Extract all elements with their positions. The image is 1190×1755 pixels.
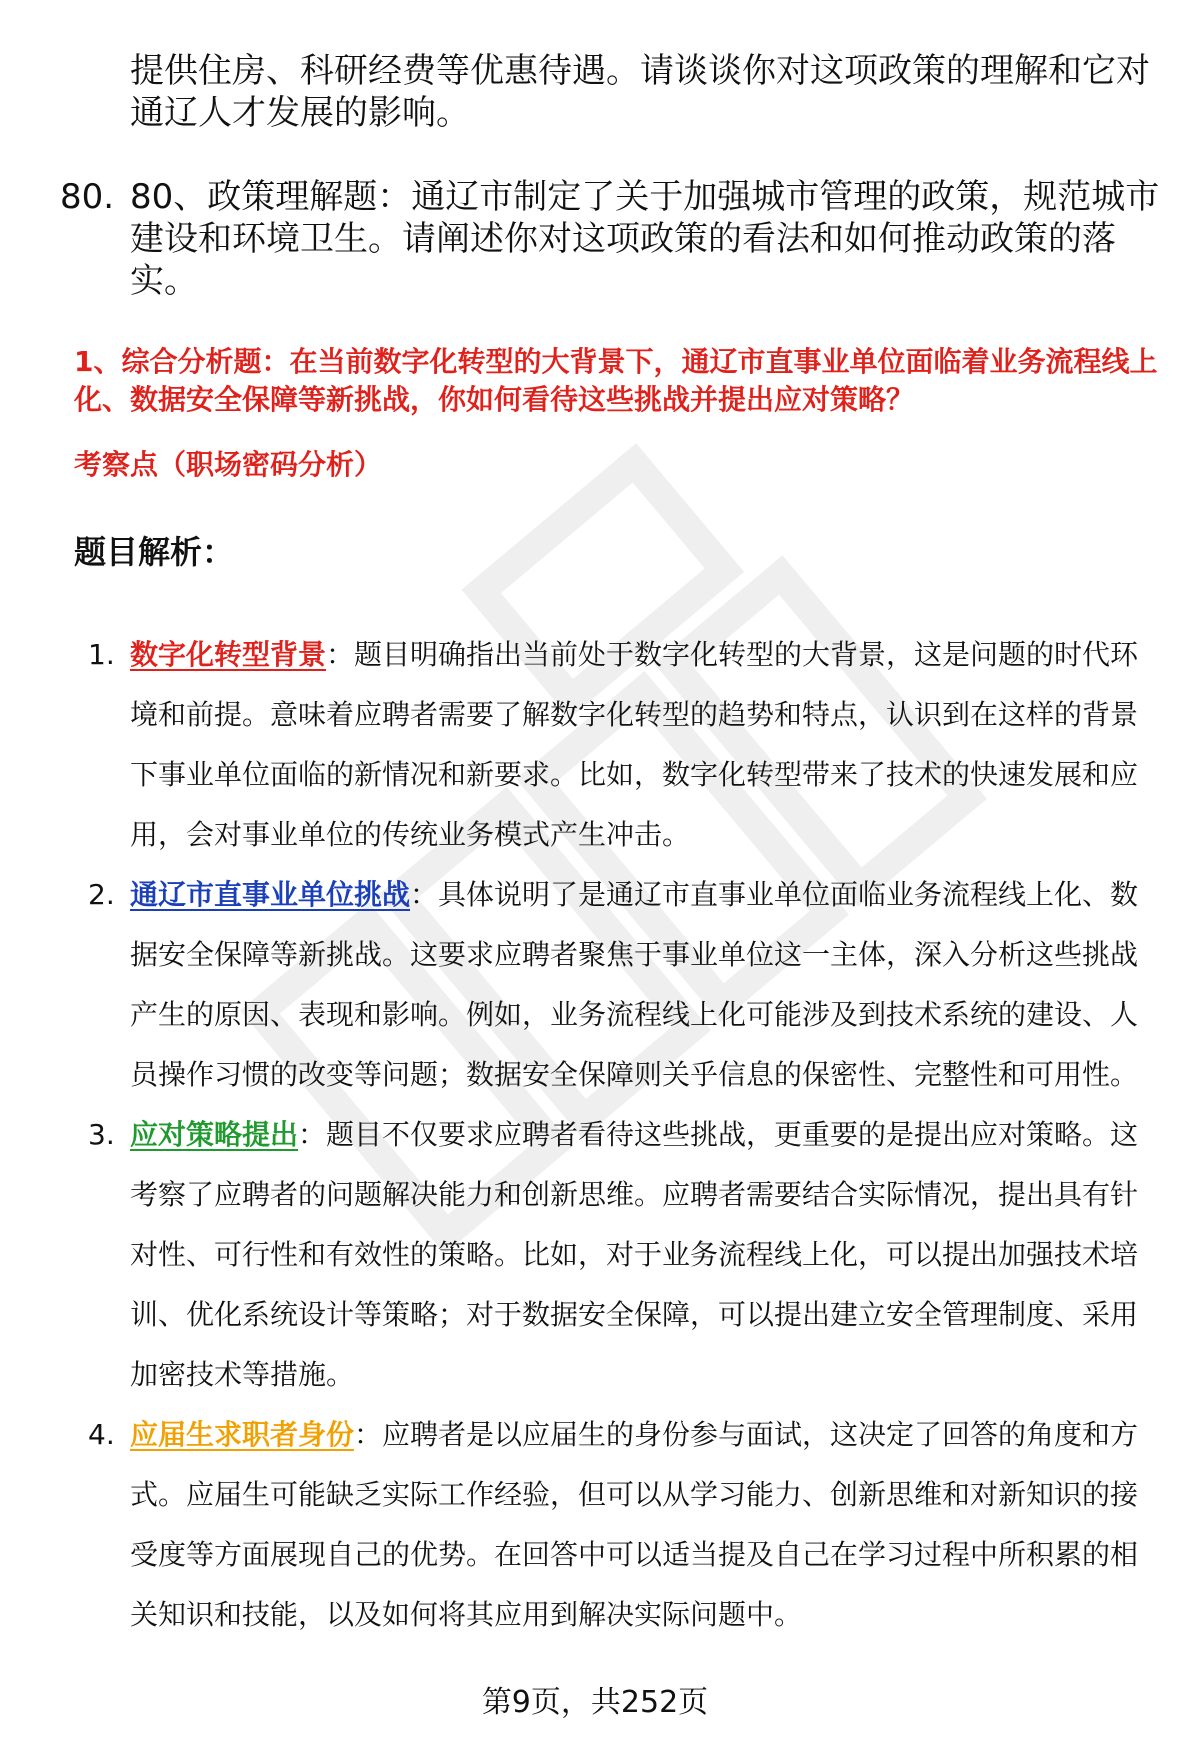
item-text: ：具体说明了是通辽市直事业单位面临业务流程线上化、数据安全保障等新挑战。这要求应聘者聚焦于事业单位这一主体，深入分析这些挑战产生的原因、表现和影响。例如，业务流程线上化可能涉及到技术系统的建设、人员操作习惯的改变等问题；数据安全保障则关乎信息的保密性、完整性和可用性。: [130, 878, 1139, 1091]
list-item: [80, 1405, 1170, 1645]
item-number: 2.: [88, 878, 115, 911]
item-number: 4.: [88, 1418, 115, 1451]
item-text: ：题目明确指出当前处于数字化转型的大背景，这是问题的时代环境和前提。意味着应聘者需要了解数字化转型的趋势和特点，认识到在这样的背景下事业单位面临的新情况和新要求。比如，数字化转型带来了技术的快速发展和应用，会对事业单位的传统业务模式产生冲击。: [130, 638, 1139, 851]
item-text: ：题目不仅要求应聘者看待这些挑战，更重要的是提出应对策略。这考察了应聘者的问题解决能力和创新思维。应聘者需要结合实际情况，提出具有针对性、可行性和有效性的策略。比如，对于业务流程线上化，可以提出加强技术培训、优化系统设计等策略；对于数据安全保障，可以提出建立安全管理制度、采用加密技术等措施。: [130, 1118, 1139, 1391]
list-item: [80, 1105, 1170, 1405]
item-text: ：应聘者是以应届生的身份参与面试，这决定了回答的角度和方式。应届生可能缺乏实际工作经验，但可以从学习能力、创新思维和对新知识的接受度等方面展现自己的优势。在回答中可以适当提及自己在学习过程中所积累的相关知识和技能，以及如何将其应用到解决实际问题中。: [130, 1418, 1139, 1631]
list-item: [80, 865, 1170, 1105]
item-keyword: 应对策略提出: [130, 1118, 299, 1151]
analysis-heading: 题目解析：: [74, 533, 235, 571]
featured-question: 1、综合分析题：在当前数字化转型的大背景下，通辽市直事业单位面临着业务流程线上化、数据安全保障等新挑战，你如何看待这些挑战并提出应对策略？: [74, 345, 1158, 416]
item-keyword: 通辽市直事业单位挑战: [130, 878, 411, 911]
list-item: [80, 625, 1170, 865]
item-keyword: 应届生求职者身份: [130, 1418, 355, 1451]
question-number: 80.: [60, 177, 115, 217]
lead-text: 提供住房、科研经费等优惠待遇。请谈谈你对这项政策的理解和它对通辽人才发展的影响。: [130, 51, 1150, 133]
item-keyword: 数字化转型背景: [130, 638, 327, 671]
focus-point: 考察点（职场密码分析）: [74, 448, 383, 481]
item-number: 1.: [88, 638, 115, 671]
question-text: 80、政策理解题：通辽市制定了关于加强城市管理的政策，规范城市建设和环境卫生。请阐述你对这项政策的看法和如何推动政策的落实。: [130, 177, 1160, 301]
item-number: 3.: [88, 1118, 115, 1151]
page-footer: 第9页，共252页: [481, 1685, 709, 1720]
analysis-list: [80, 625, 1170, 1645]
